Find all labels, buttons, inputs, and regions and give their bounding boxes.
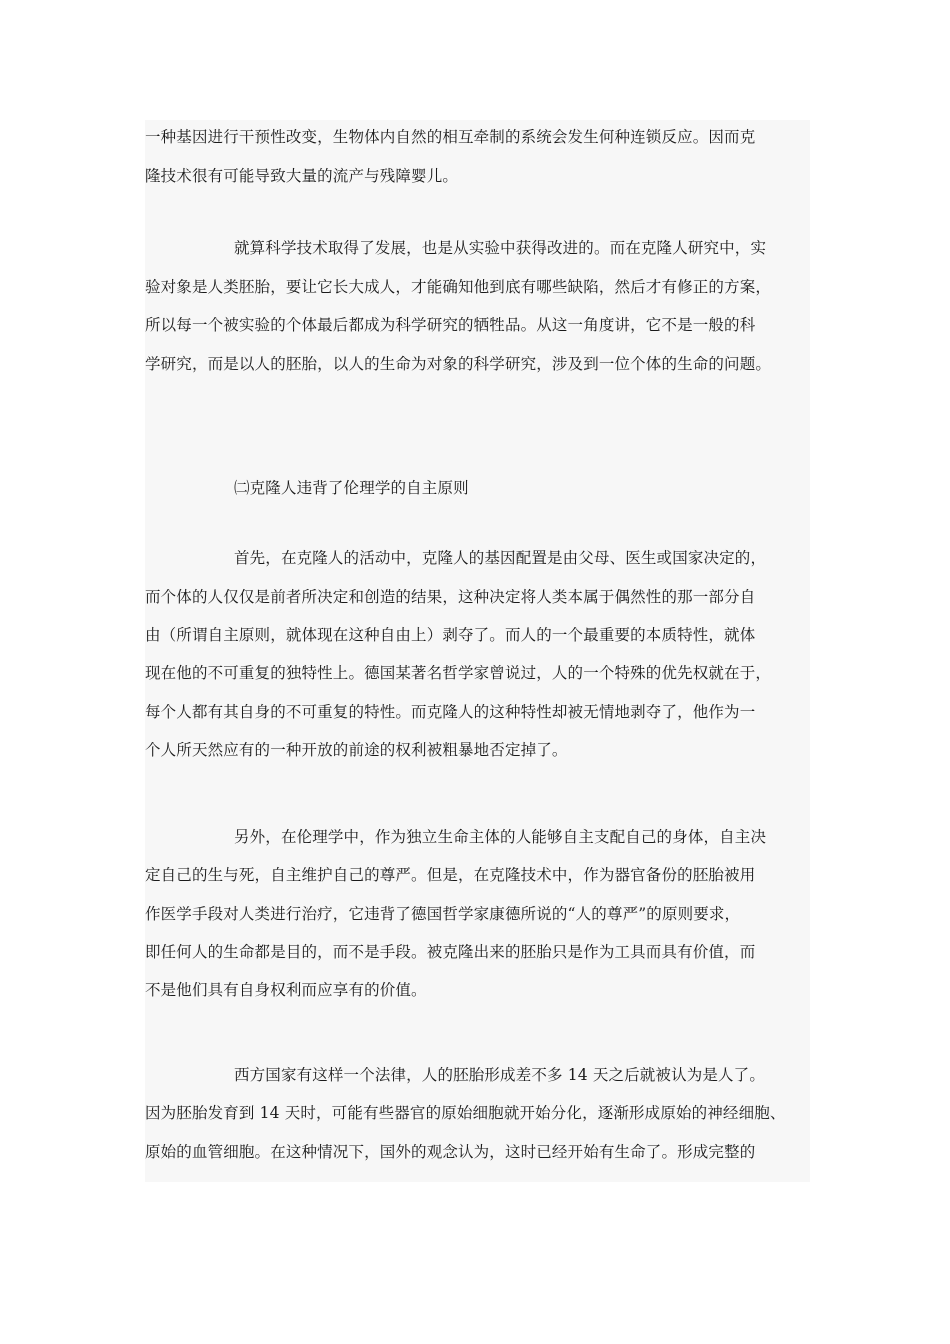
text-line: 原始的血管细胞。在这种情况下，国外的观念认为，这时已经开始有生命了。形成完整的 xyxy=(145,1143,756,1161)
text-line: 因为胚胎发育到 14 天时，可能有些器官的原始细胞就开始分化，逐渐形成原始的神经细胞、 xyxy=(145,1104,786,1122)
text-line: 即任何人的生命都是目的，而不是手段。被克隆出来的胚胎只是作为工具而具有价值，而 xyxy=(145,943,756,961)
document-body xyxy=(145,120,810,1182)
text-line: 首先，在克隆人的活动中，克隆人的基因配置是由父母、医生或国家决定的， xyxy=(234,549,767,567)
text-line: 不是他们具有自身权利而应享有的价值。 xyxy=(145,981,427,999)
text-line: 所以每一个被实验的个体最后都成为科学研究的牺牲品。从这一角度讲，它不是一般的科 xyxy=(145,316,756,334)
text-line: 验对象是人类胚胎，要让它长大成人，才能确知他到底有哪些缺陷，然后才有修正的方案， xyxy=(145,278,772,296)
text-line: 现在他的不可重复的独特性上。德国某著名哲学家曾说过，人的一个特殊的优先权就在于， xyxy=(145,664,772,682)
text-line: 一种基因进行干预性改变，生物体内自然的相互牵制的系统会发生何种连锁反应。因而克 xyxy=(145,128,756,146)
text-line: 作医学手段对人类进行治疗，它违背了德国哲学家康德所说的“人的尊严”的原则要求， xyxy=(145,905,741,923)
text-line: 另外，在伦理学中，作为独立生命主体的人能够自主支配自己的身体，自主决 xyxy=(234,828,767,846)
text-line: 就算科学技术取得了发展，也是从实验中获得改进的。而在克隆人研究中，实 xyxy=(234,239,767,257)
text-line: 西方国家有这样一个法律，人的胚胎形成差不多 14 天之后就被认为是人了。 xyxy=(234,1066,765,1084)
text-line: 每个人都有其自身的不可重复的特性。而克隆人的这种特性却被无情地剥夺了，他作为一 xyxy=(145,703,756,721)
text-line: 个人所天然应有的一种开放的前途的权利被粗暴地否定掉了。 xyxy=(145,741,568,759)
text-line: 由（所谓自主原则，就体现在这种自由上）剥夺了。而人的一个最重要的本质特性，就体 xyxy=(145,626,756,644)
text-line: 而个体的人仅仅是前者所决定和创造的结果，这种决定将人类本属于偶然性的那一部分自 xyxy=(145,588,756,606)
text-line: 隆技术很有可能导致大量的流产与残障婴儿。 xyxy=(145,167,459,185)
text-line: 定自己的生与死，自主维护自己的尊严。但是，在克隆技术中，作为器官备份的胚胎被用 xyxy=(145,866,756,884)
text-line: 学研究，而是以人的胚胎，以人的生命为对象的科学研究，涉及到一位个体的生命的问题。 xyxy=(145,355,772,373)
section-heading: ㈡克隆人违背了伦理学的自主原则 xyxy=(234,479,469,497)
